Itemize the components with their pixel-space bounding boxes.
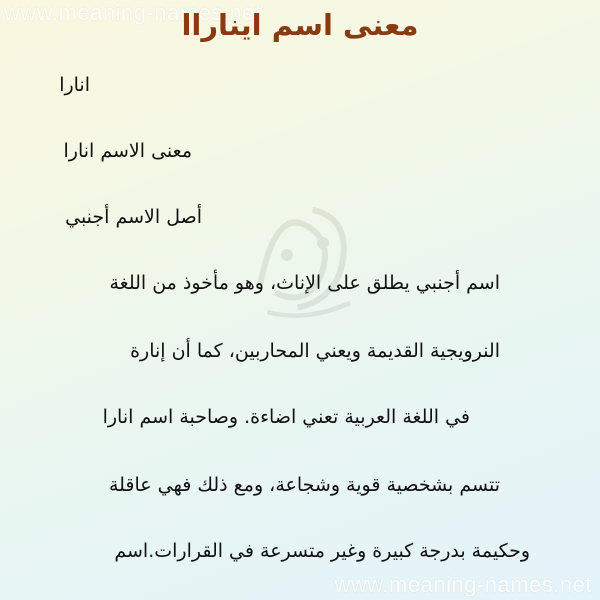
meaning-heading: معنى الاسم انارا [63, 140, 192, 162]
description-line-3: في اللغة العربية تعني اضاءة. وصاحبة اسم انارا [102, 406, 470, 428]
description-line-4: تتسم بشخصية قوية وشجاعة، ومع ذلك فهي عاقلة [108, 474, 500, 496]
page-title: معنى اسم ايناراا [181, 8, 419, 42]
site-watermark-bottom: www.meaning-names.net [334, 572, 592, 597]
description-line-1: اسم أجنبي يطلق على الإناث، وهو مأخوذ من اللغة [109, 272, 500, 294]
name-line: انارا [59, 74, 90, 96]
origin-line: أصل الاسم أجنبي [65, 206, 202, 228]
site-watermark-top: www.meaning-names.net [4, 0, 262, 25]
description-line-2: النرويجية القديمة ويعني المحاربين، كما أن إنارة [130, 340, 500, 362]
description-line-5: وحكيمة بدرجة كبيرة وغير متسرعة في القرارات.اسم [114, 540, 530, 562]
